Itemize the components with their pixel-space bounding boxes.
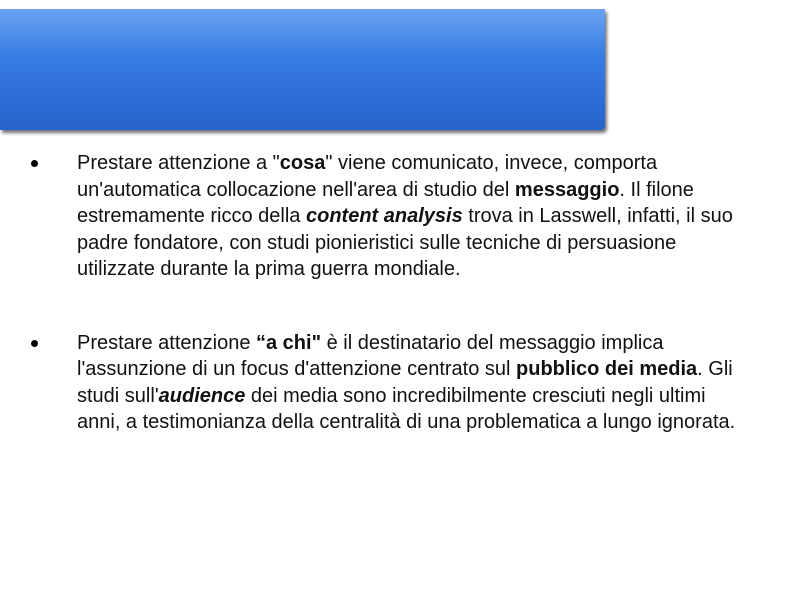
bullet-dot-icon bbox=[31, 340, 38, 347]
bullet-item-cosa bbox=[0, 150, 794, 283]
bullet-text: " viene comunicato, invece, comporta un'automatica collocazione nell'area di studio del bbox=[77, 152, 658, 201]
bullet-text: trova in Lasswell, infatti, il suo padre fondatore, con studi pionieristici sulle tecniche di persuasione utilizzate durante la prima guerra mondiale. bbox=[77, 205, 733, 280]
bullet-text: dei media sono incredibilmente cresciuti negli ultimi anni, a testimonianza della centralità di una problematica a lungo ignorata. bbox=[77, 384, 736, 433]
bullet-text: Prestare attenzione bbox=[77, 331, 256, 354]
bold-term: “a chi" bbox=[256, 331, 322, 354]
title-bar bbox=[0, 9, 605, 130]
bold-italic-term: content analysis bbox=[305, 205, 463, 227]
bullet-text: . Gli studi sull' bbox=[77, 358, 733, 407]
bold-italic-term: audience bbox=[158, 384, 246, 407]
bullet-dot-icon bbox=[31, 160, 38, 167]
bullet-text: è il destinatario del messaggio implica l'assunzione di un focus d'attenzione centrato sul bbox=[77, 331, 664, 380]
bold-term: cosa bbox=[279, 152, 326, 174]
slide-content bbox=[0, 150, 794, 436]
bullet-text: . Il filone estremamente ricco della bbox=[77, 178, 694, 227]
bullet-item-a-chi bbox=[0, 330, 794, 436]
bullet-text: Prestare attenzione a " bbox=[77, 152, 280, 174]
bold-term: pubblico dei media bbox=[516, 358, 698, 380]
bold-term: messaggio bbox=[514, 178, 620, 201]
